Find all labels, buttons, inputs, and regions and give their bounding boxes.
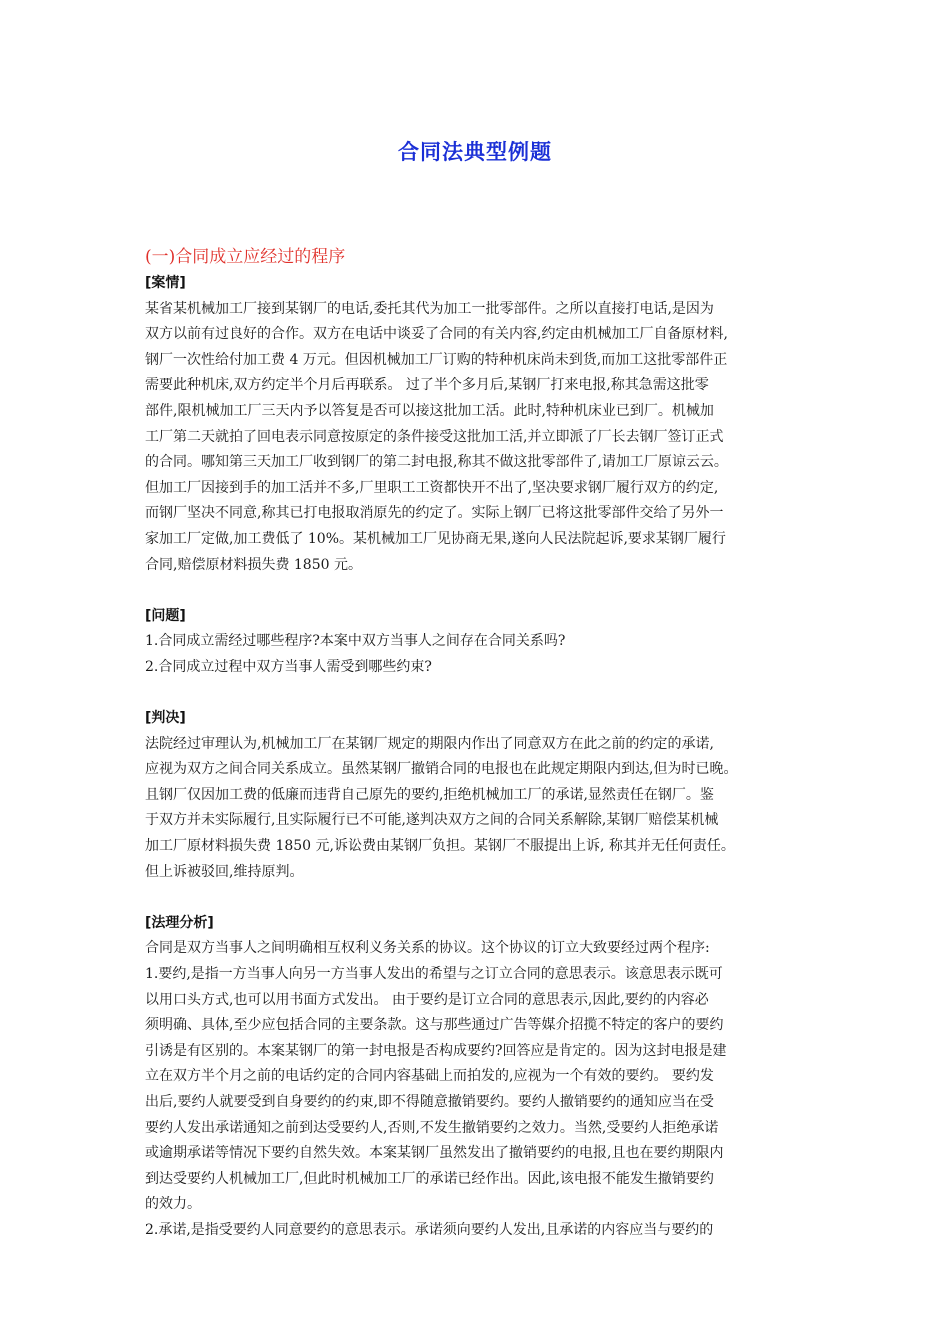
analysis-line: 出后,要约人就要受到自身要约的约束,即不得随意撤销要约。要约人撤销要约的通知应当在受 [145, 1094, 714, 1110]
case-line: 某省某机械加工厂接到某钢厂的电话,委托其代为加工一批零部件。之所以直接打电话,是因为 [145, 300, 714, 317]
analysis-line: 立在双方半个月之前的电话约定的合同内容基础上而拍发的,应视为一个有效的要约。 要约发 [145, 1068, 714, 1085]
judgment-line: 应视为双方之间合同关系成立。虽然某钢厂撤销合同的电报也在此规定期限内到达,但为时已晚。 [145, 761, 738, 778]
spacer [145, 578, 817, 604]
page-title: 合同法典型例题 [398, 140, 552, 164]
analysis-line: 1.要约,是指一方当事人向另一方当事人发出的希望与之订立合同的意思表示。该意思表示既可 [145, 966, 723, 983]
analysis-line: 以用口头方式,也可以用书面方式发出。 由于要约是订立合同的意思表示,因此,要约的内容必 [145, 991, 709, 1008]
case-line: 双方以前有过良好的合作。双方在电话中谈妥了合同的有关内容,约定由机械加工厂自备原材料, [145, 326, 728, 343]
case-line: 合同,赔偿原材料损失费 1850 元。 [145, 556, 362, 573]
case-line: 钢厂一次性给付加工费 4 万元。但因机械加工厂订购的特种机床尚未到货,而加工这批零部件正 [145, 351, 728, 368]
analysis-line: 要约人发出承诺通知之前到达受要约人,否则,不发生撤销要约之效力。当然,受要约人拒绝承诺 [145, 1119, 719, 1136]
analysis-label: [法理分析] [145, 914, 214, 931]
analysis-line: 到达受要约人机械加工厂,但此时机械加工厂的承诺已经作出。因此,该电报不能发生撤销要约 [145, 1170, 714, 1187]
judgment-line: 但上诉被驳回,维持原判。 [145, 863, 304, 880]
judgment-line: 法院经过审理认为,机械加工厂在某钢厂规定的期限内作出了同意双方在此之前的约定的承诺, [145, 735, 714, 752]
questions-list [145, 629, 817, 680]
case-line: 需要此种机床,双方约定半个月后再联系。 过了半个多月后,某钢厂打来电报,称其急需这批零 [145, 377, 709, 394]
judgment-line: 于双方并未实际履行,且实际履行已不可能,遂判决双方之间的合同关系解除,某钢厂赔偿某机械 [145, 812, 719, 829]
case-line: 但加工厂因接到手的加工活并不多,厂里职工工资都快开不出了,坚决要求钢厂履行双方的约定, [145, 479, 719, 496]
case-line: 家加工厂定做,加工费低了 10%。某机械加工厂见协商无果,遂向人民法院起诉,要求某钢厂履行 [145, 530, 726, 547]
case-line: 部件,限机械加工厂三天内予以答复是否可以接这批加工活。此时,特种机床业已到厂。机械加 [145, 402, 714, 419]
question-item: 2.合同成立过程中双方当事人需受到哪些约束? [145, 658, 432, 675]
case-line: 工厂第二天就拍了回电表示同意按原定的条件接受这批加工活,并立即派了厂长去钢厂签订正式 [145, 428, 724, 445]
analysis-line: 须明确、具体,至少应包括合同的主要条款。这与那些通过广告等媒介招揽不特定的客户的要约 [145, 1017, 724, 1034]
judgment-line: 且钢厂仅因加工费的低廉而违背自己原先的要约,拒绝机械加工厂的承诺,显然责任在钢厂。鉴 [145, 786, 714, 803]
spacer [145, 681, 817, 707]
judgment-line: 加工厂原材料损失费 1850 元,诉讼费由某钢厂负担。某钢厂不服提出上诉, 称其并无任何责任。 [145, 838, 735, 855]
analysis-line: 合同是双方当事人之间明确相互权利义务关系的协议。这个协议的订立大致要经过两个程序: [145, 940, 710, 957]
analysis-paragraph [145, 936, 817, 1243]
case-line: 的合同。哪知第三天加工厂收到钢厂的第二封电报,称其不做这批零部件了,请加工厂原谅云云。 [145, 454, 728, 471]
questions-label: [问题] [145, 607, 186, 624]
analysis-line: 或逾期承诺等情况下要约自然失效。本案某钢厂虽然发出了撤销要约的电报,且也在要约期限内 [145, 1145, 724, 1162]
spacer [145, 885, 817, 911]
case-label: [案情] [145, 275, 186, 291]
analysis-line: 引诱是有区别的。本案某钢厂的第一封电报是否构成要约?回答应是肯定的。因为这封电报是建 [145, 1042, 727, 1059]
question-item: 1.合同成立需经过哪些程序?本案中双方当事人之间存在合同关系吗? [145, 633, 566, 650]
analysis-line: 2.承诺,是指受要约人同意要约的意思表示。承诺须向要约人发出,且承诺的内容应当与要约的 [145, 1221, 714, 1238]
case-line: 而钢厂坚决不同意,称其已打电报取消原先的约定了。实际上钢厂已将这批零部件交给了另外一 [145, 505, 724, 522]
judgment-label: [判决] [145, 710, 186, 727]
section-heading: (一)合同成立应经过的程序 [145, 247, 346, 267]
document-body [145, 243, 817, 1244]
case-paragraph [145, 297, 817, 579]
analysis-line: 的效力。 [145, 1196, 201, 1213]
judgment-paragraph [145, 732, 817, 886]
